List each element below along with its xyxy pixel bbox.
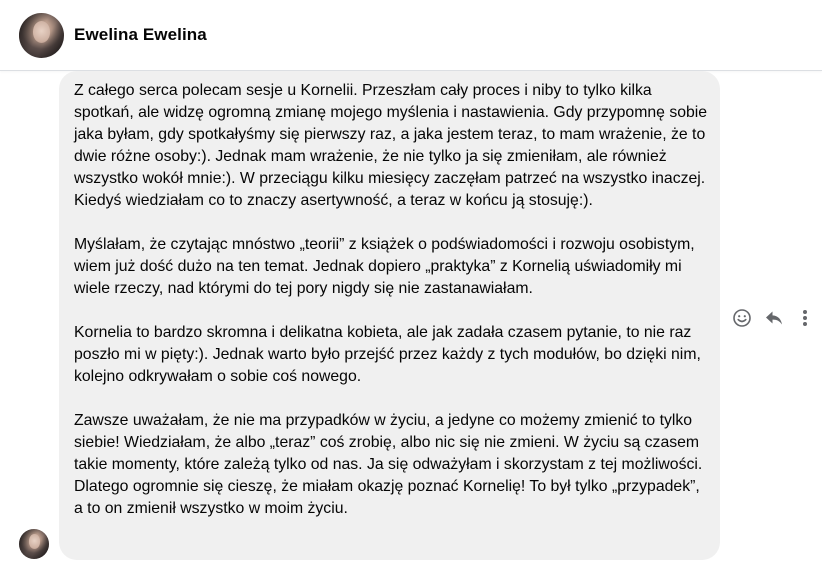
more-options-button[interactable] [793, 304, 817, 332]
contact-name[interactable]: Ewelina Ewelina [74, 25, 207, 44]
sender-avatar[interactable] [19, 529, 49, 559]
reply-button[interactable] [762, 304, 786, 332]
chat-header [0, 0, 822, 71]
react-button[interactable] [730, 304, 754, 332]
contact-avatar[interactable] [19, 13, 64, 58]
message-bubble[interactable] [59, 71, 720, 560]
more-icon [801, 308, 809, 328]
message-paragraph: Z całego serca polecam sesje u Kornelii. Przeszłam cały proces i niby to tylko kilka spotkań, ale widzę ogromną zmianę mojego myślenia i nastawienia. Gdy przypomnę sobie jaka byłam, gdy spotkałyśmy się pierwszy raz, a jaka jestem teraz, to mam wrażenie, że to dwie różne osoby:). Jednak mam wrażenie, że nie tylko ja się zmieniłam, ale również wszystko wokół mnie:). W przeciągu kilku miesięcy zaczęłam patrzeć na wszystko inaczej. Kiedyś wiedziałam co to znaczy asertywność, a teraz w końcu ją stosuję:). [74, 82, 708, 209]
reply-icon [764, 308, 784, 328]
message-actions [730, 304, 814, 332]
message-paragraph: Myślałam, że czytając mnóstwo „teorii” z książek o podświadomości i rozwoju osobistym, wiem już dość dużo na ten temat. Jednak dopiero „praktyka” z Kornelią uświadomiły mi wiele rzeczy, nad którymi do tej pory nigdy się nie zastanawiałam. [74, 236, 695, 297]
message-paragraph: Kornelia to bardzo skromna i delikatna kobieta, ale jak zadała czasem pytanie, to nie raz poszło mi w pięty:). Jednak warto było przejść przez każdy z tych modułów, bo dzięki nim, kolejno odkrywałam o sobie coś nowego. [74, 324, 701, 385]
avatar-face-shape [29, 534, 40, 548]
smiley-icon [732, 308, 752, 328]
message-paragraph: Zawsze uważałam, że nie ma przypadków w życiu, a jedyne co możemy zmienić to tylko siebie! Wiedziałam, że albo „teraz” coś zrobię, albo nic się nie zmieni. W życiu są czasem takie momenty, które zależą tylko od nas. Ja się odważyłam i skorzystam z tej możliwości. Dlatego ogromnie się cieszę, że miałam okazję poznać Kornelię! To był tylko „przypadek”, a to on zmienił wszystko w moim życiu. [74, 412, 703, 517]
